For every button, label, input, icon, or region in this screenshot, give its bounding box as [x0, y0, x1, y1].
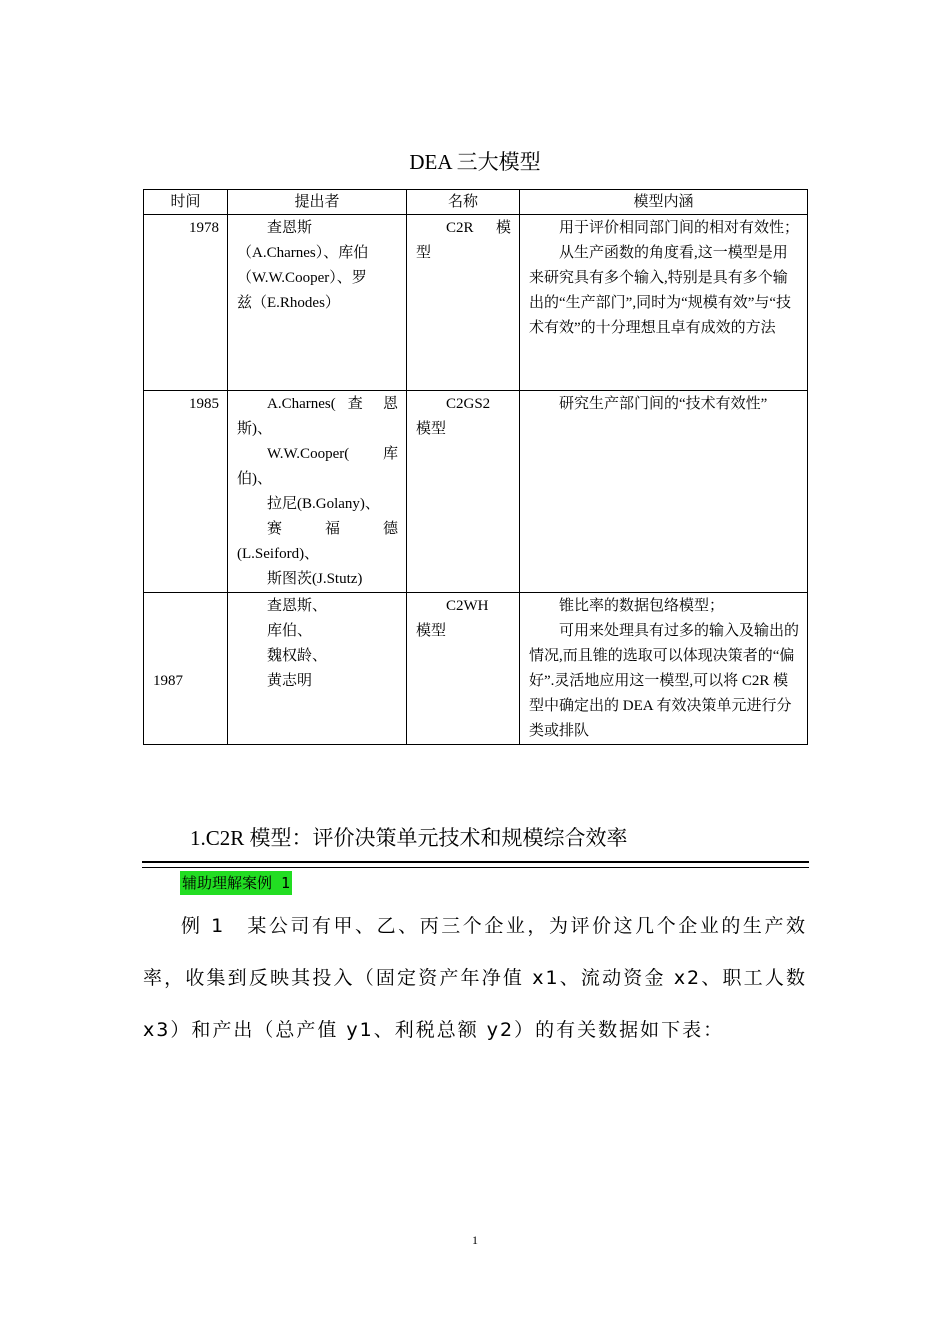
model-name-line: C2GS2 — [446, 396, 491, 412]
proposer-line: 库伯、 — [267, 623, 313, 639]
divider-thick — [142, 861, 809, 863]
meaning-cell — [520, 215, 808, 391]
meaning-paragraph: 从生产函数的角度看,这一模型是用来研究具有多个输入,特别是具有多个输出的“生产部门”,同时为“规模有效”与“技术有效”的十分理想且卓有成效的方法 — [529, 245, 792, 336]
model-name-cell — [407, 593, 520, 745]
meaning-paragraph: 研究生产部门间的“技术有效性” — [559, 396, 768, 412]
table-row — [144, 391, 808, 593]
proposer-line: 赛 福 德 — [267, 521, 398, 537]
model-name-line: C2WH — [446, 598, 489, 614]
model-name-cell — [407, 215, 520, 391]
page-title: DEA 三大模型 — [409, 150, 541, 174]
proposer-line: （W.W.Cooper）、罗 — [237, 270, 367, 286]
proposer-line: A.Charnes( 查 恩 — [267, 396, 398, 412]
model-name-line: 型 — [416, 245, 432, 261]
table-row — [144, 215, 808, 391]
table-row — [144, 593, 808, 745]
proposer-line: W.W.Cooper( 库 — [267, 446, 398, 462]
section-heading: 1.C2R 模型：评价决策单元技术和规模综合效率 — [190, 826, 628, 850]
year-cell: 1978 — [144, 215, 228, 391]
table-header-row — [144, 190, 808, 215]
header-meaning: 模型内涵 — [520, 190, 808, 215]
proposer-line: 查恩斯、 — [267, 598, 328, 614]
proposer-line: (L.Seiford)、 — [237, 546, 320, 562]
proposer-line: 斯图茨(J.Stutz) — [267, 571, 363, 587]
meaning-paragraph: 可用来处理具有过多的输入及输出的情况,而且锥的选取可以体现决策者的“偏好”.灵活地应用这一模型,可以将 C2R 模型中确定出的 DEA 有效决策单元进行分类或排队 — [529, 623, 800, 739]
proposer-cell — [228, 215, 407, 391]
page-number: 1 — [472, 1233, 478, 1247]
meaning-cell — [520, 391, 808, 593]
header-time: 时间 — [144, 190, 228, 215]
meaning-paragraph: 锥比率的数据包络模型； — [559, 598, 725, 614]
proposer-line: 查恩斯 — [267, 220, 313, 236]
proposer-line: 兹（E.Rhodes） — [237, 295, 340, 311]
model-name-line: C2R 模 — [446, 220, 511, 236]
divider-thin — [142, 867, 809, 868]
proposer-line: 拉尼(B.Golany)、 — [267, 496, 380, 512]
proposer-line: （A.Charnes）、库伯 — [237, 245, 369, 261]
model-name-line: 模型 — [416, 421, 447, 437]
proposer-line: 伯)、 — [237, 471, 272, 487]
dea-models-table — [143, 189, 808, 745]
proposer-line: 斯)、 — [237, 421, 272, 437]
model-name-cell — [407, 391, 520, 593]
proposer-cell — [228, 593, 407, 745]
header-proposer: 提出者 — [228, 190, 407, 215]
meaning-paragraph: 用于评价相同部门间的相对有效性； — [559, 220, 800, 236]
meaning-cell — [520, 593, 808, 745]
header-name: 名称 — [407, 190, 520, 215]
example-paragraph: 例 1 某公司有甲、乙、丙三个企业，为评价这几个企业的生产效率，收集到反映其投入（固定资产年净值 x1、流动资金 x2、职工人数 x3）和产出（总产值 y1、利税总额 y2）的有关数据如下表： — [143, 915, 807, 1041]
year-cell: 1985 — [144, 391, 228, 593]
proposer-line: 黄志明 — [267, 673, 313, 689]
proposer-line: 魏权龄、 — [267, 648, 328, 664]
model-name-line: 模型 — [416, 623, 447, 639]
year-cell: 1987 — [144, 593, 228, 745]
highlight-label: 辅助理解案例 1 — [180, 871, 292, 895]
proposer-cell — [228, 391, 407, 593]
